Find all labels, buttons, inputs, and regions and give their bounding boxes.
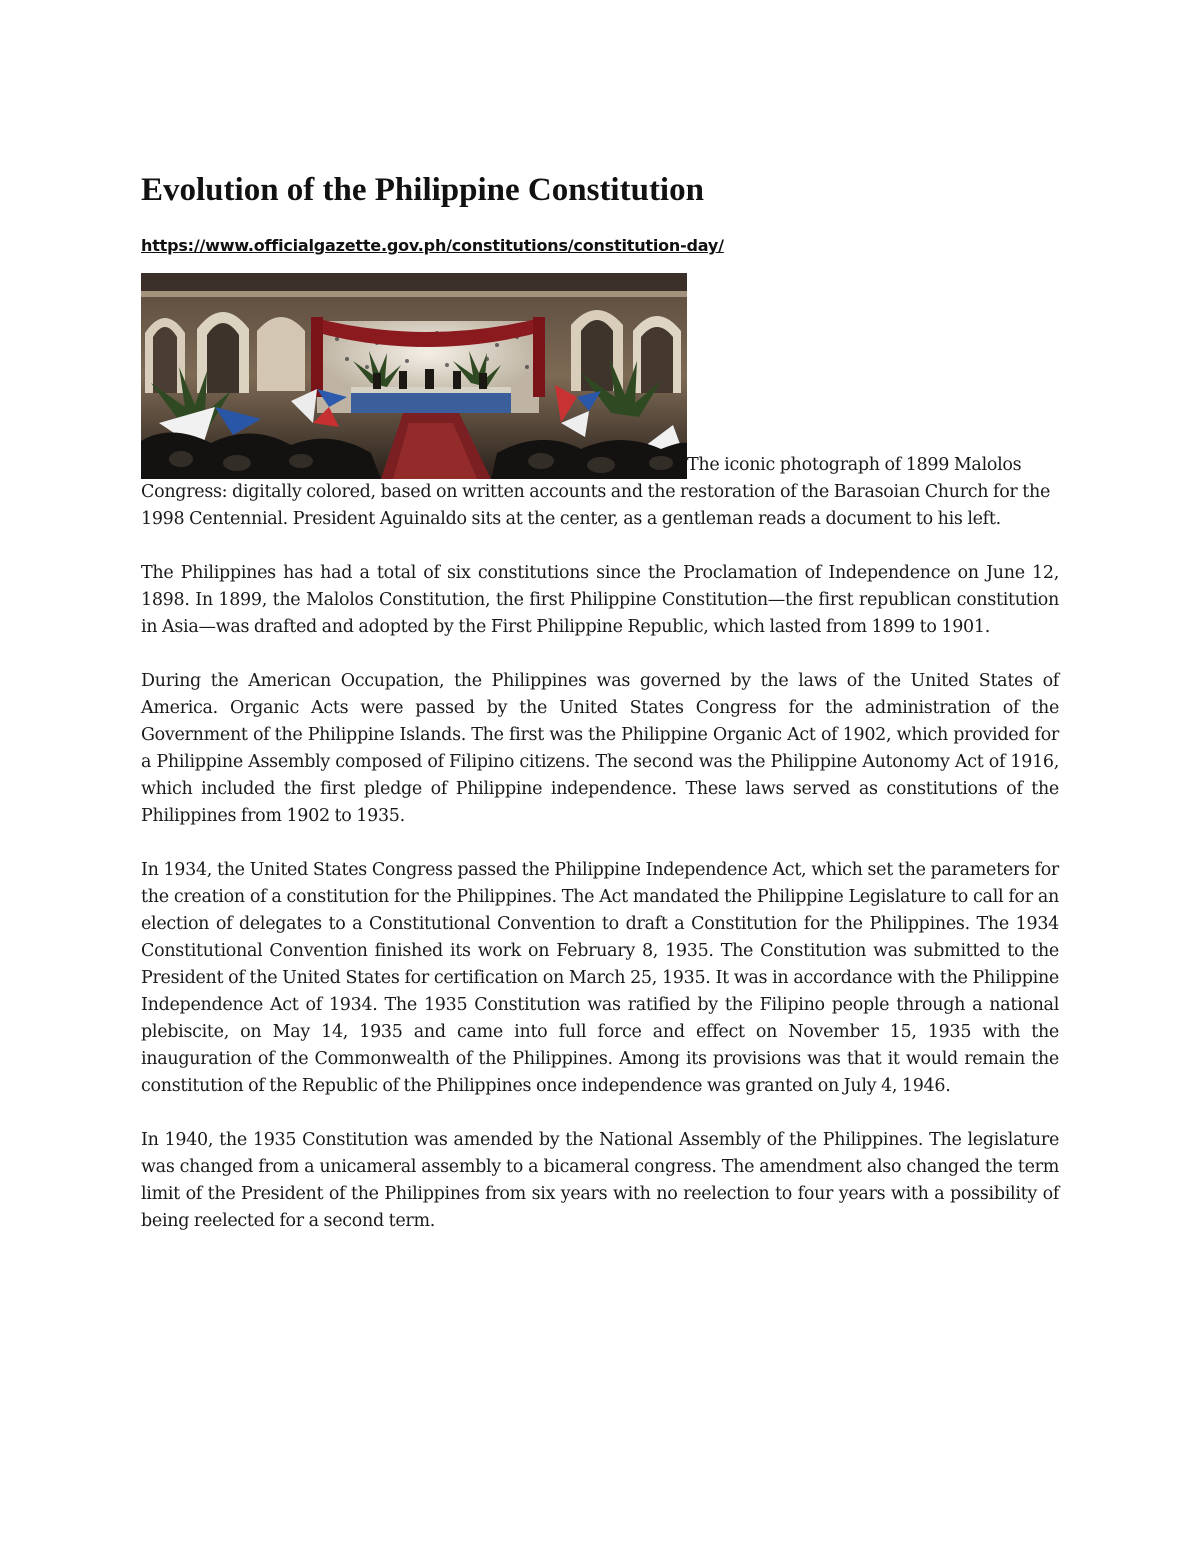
paragraph: The Philippines has had a total of six constitutions since the Proclamation of Independence on June 12, 1898. In 1899, the Malolos Constitution, the first Philippine Constitution—the first republican constitution in Asia—was drafted and adopted by the First Philippine Republic, which lasted from 1899 to 1901. — [141, 563, 1059, 637]
source-link[interactable]: https://www.officialgazette.gov.ph/constitutions/constitution-day/ — [141, 236, 724, 255]
paragraph: In 1940, the 1935 Constitution was amended by the National Assembly of the Philippines. The legislature was changed from a unicameral assembly to a bicameral congress. The amendment also changed the term limit of the President of the Philippines from six years with no reelection to four years with a possibility of being reelected for a second term. — [141, 1130, 1059, 1231]
photo-caption: The iconic photograph of 1899 Malolos Congress: digitally colored, based on written accounts and the restoration of the Barasoian Church for the 1998 Centennial. President Aguinaldo sits at the center, as a gentleman reads a document to his left. — [141, 455, 1051, 529]
paragraph: During the American Occupation, the Philippines was governed by the laws of the United States of America. Organic Acts were passed by the United States Congress for the administration of the Government of the Philippine Islands. The first was the Philippine Organic Act of 1902, which provided for a Philippine Assembly composed of Filipino citizens. The second was the Philippine Autonomy Act of 1916, which included the first pledge of Philippine independence. These laws served as constitutions of the Philippines from 1902 to 1935. — [141, 671, 1059, 826]
paragraph: In 1934, the United States Congress passed the Philippine Independence Act, which set the parameters for the creation of a constitution for the Philippines. The Act mandated the Philippine Legislature to call for an election of delegates to a Constitutional Convention to draft a Constitution for the Philippines. The 1934 Constitutional Convention finished its work on February 8, 1935. The Constitution was submitted to the President of the United States for certification on March 25, 1935. It was in accordance with the Philippine Independence Act of 1934. The 1935 Constitution was ratified by the Filipino people through a national plebiscite, on May 14, 1935 and came into full force and effect on November 15, 1935 with the inauguration of the Commonwealth of the Philippines. Among its provisions was that it would remain the constitution of the Republic of the Philippines once independence was granted on July 4, 1946. — [141, 860, 1059, 1096]
document-page — [141, 168, 1059, 1235]
document-title: Evolution of the Philippine Constitution — [141, 172, 704, 208]
figure-with-caption — [141, 273, 1059, 533]
malolos-congress-photo — [141, 273, 687, 479]
